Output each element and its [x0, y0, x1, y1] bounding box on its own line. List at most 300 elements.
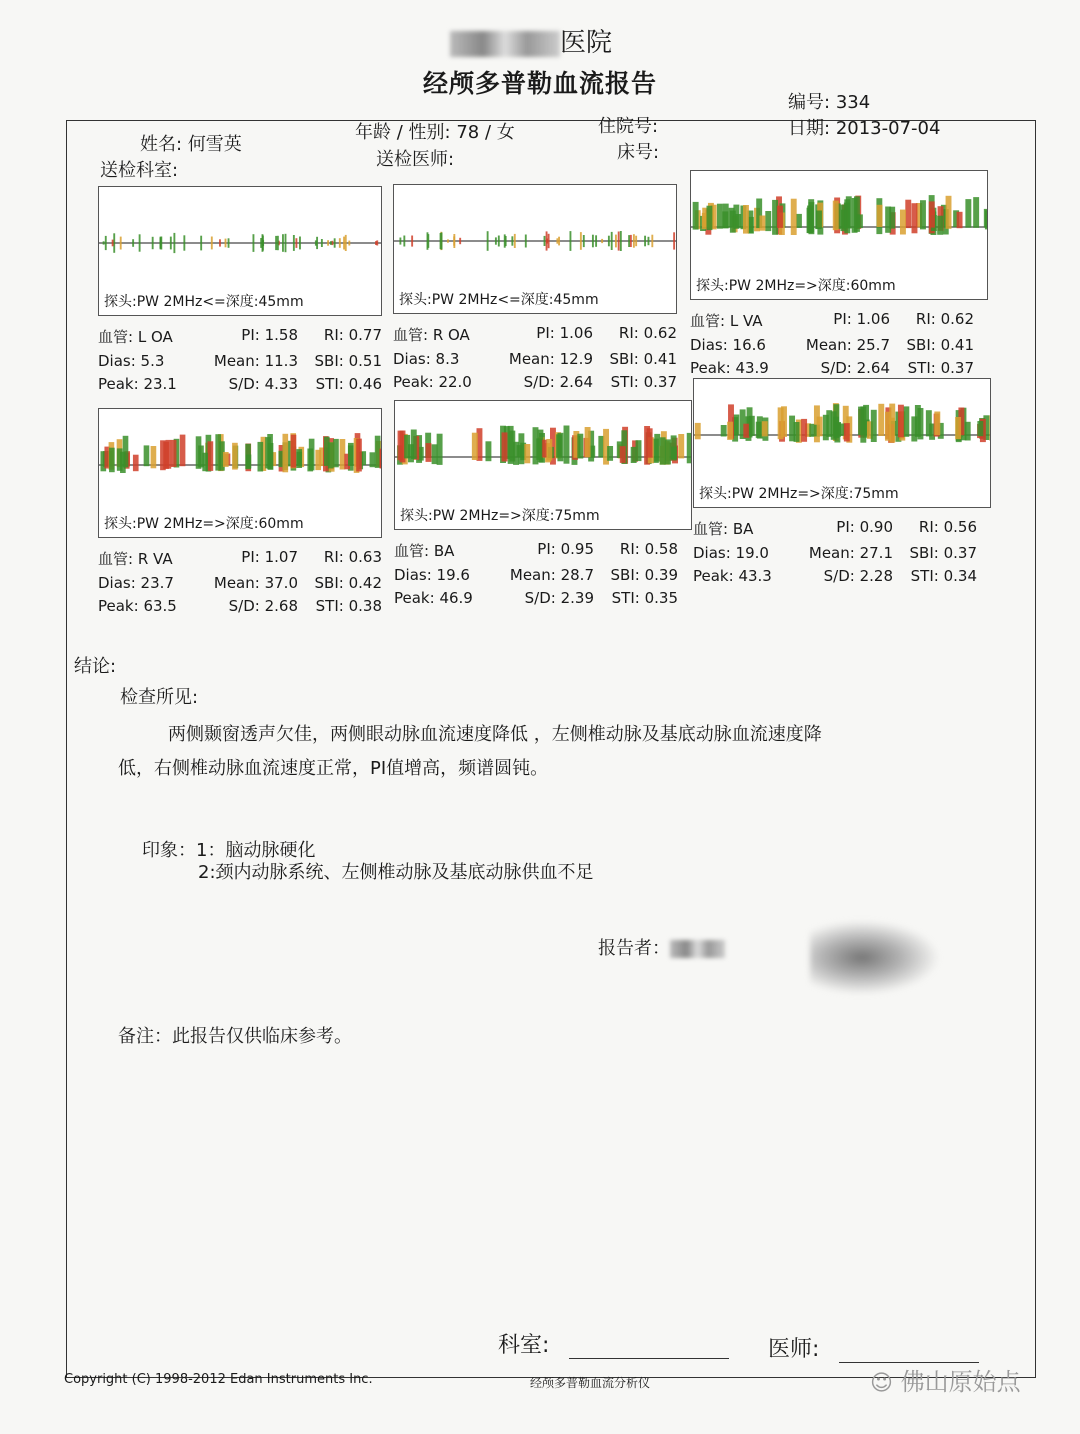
redacted-signature [810, 920, 940, 995]
metric-value: 0.62 [940, 310, 974, 328]
spectrum-mark [536, 438, 542, 460]
spectrum-mark [219, 239, 221, 246]
spectrum-mark [601, 239, 603, 243]
spectrum-mark [583, 235, 585, 247]
spectrum-mark [721, 425, 727, 437]
spectrum-mark [546, 231, 548, 250]
spectrum-mark [585, 427, 591, 457]
spectrum-mark [727, 422, 733, 440]
doppler-spectrum [99, 193, 381, 283]
metrics-grid [393, 324, 677, 391]
metric-sd [198, 375, 298, 393]
spectrum-mark [330, 241, 332, 245]
spectrum-display [394, 400, 692, 530]
metric-pi [198, 326, 298, 347]
footer-doctor [768, 1332, 979, 1363]
spectrum-mark [505, 236, 507, 246]
metric-label: Mean: [213, 352, 265, 370]
spectrum-mark [225, 239, 227, 248]
age-sex-value: 78 / 女 [456, 122, 515, 143]
spectrum-mark [285, 234, 287, 252]
spectrum-mark [196, 436, 202, 469]
metric-label: S/D: [523, 373, 560, 391]
spectrum-mark [977, 421, 983, 436]
metric-label: RI: [619, 540, 645, 558]
spectrum-mark [277, 236, 279, 250]
spectrum-mark [180, 435, 186, 467]
spectrum-mark [693, 202, 699, 230]
metric-label: Dias: [693, 544, 736, 562]
metric-value: 19.0 [735, 544, 769, 562]
metric-sti [890, 359, 974, 377]
footer-dept [498, 1328, 729, 1359]
wechat-icon: ☺ [870, 1371, 893, 1396]
findings-line-2: 低，右侧椎动脉血流速度正常，PI值增高，频谱圆钝。 [118, 758, 549, 779]
spectrum-mark [160, 440, 166, 470]
spectrum-mark [109, 448, 115, 473]
metric-label: SBI: [906, 336, 941, 354]
metric-value: 25.7 [856, 336, 890, 354]
metric-value: 63.5 [143, 597, 177, 615]
metric-mean [494, 566, 594, 584]
hospital-name [450, 22, 612, 59]
spectrum-mark [628, 235, 630, 247]
metric-label: SBI: [314, 574, 349, 592]
spectrum-mark [260, 238, 262, 248]
metric-value: 0.63 [348, 548, 382, 566]
metric-value: 0.41 [643, 350, 677, 368]
spectrum-mark [511, 236, 513, 245]
metric-label: S/D: [823, 567, 860, 585]
spectrum-mark [245, 444, 251, 469]
metric-label: Mean: [213, 574, 265, 592]
spectrum-mark [946, 196, 952, 229]
metric-label: S/D: [228, 597, 265, 615]
metric-sti [594, 589, 678, 607]
spectrum-mark [380, 450, 381, 469]
spectrum-mark [644, 236, 646, 247]
metric-label: STI: [315, 597, 349, 615]
spectrum-mark [345, 235, 347, 251]
metric-value: 2.64 [856, 359, 890, 377]
spectrum-mark [877, 205, 883, 227]
metric-value: 0.62 [643, 324, 677, 342]
metric-value: 16.6 [732, 336, 766, 354]
spectrum-mark [878, 404, 884, 436]
metric-mean [793, 544, 893, 562]
name-label: 姓名: [140, 134, 183, 155]
spectrum-mark [487, 231, 489, 251]
spectrum-mark [103, 241, 105, 244]
metric-mean [198, 352, 298, 370]
metric-label: Mean: [805, 336, 857, 354]
metric-label: Dias: [394, 566, 437, 584]
spectrum-mark [232, 443, 238, 470]
spectrum-mark [171, 440, 177, 467]
metrics-grid [98, 548, 382, 615]
spectrum-mark [558, 237, 560, 246]
spectrum-mark [253, 234, 255, 252]
metric-label: Dias: [98, 574, 141, 592]
dept-label: 送检科室: [100, 160, 179, 181]
probe-label: 探头:PW 2MHz<=深度:45mm [104, 294, 304, 310]
spectrum-mark [275, 236, 277, 250]
metric-vessel [693, 518, 793, 539]
metric-ri [594, 540, 678, 561]
spectrum-mark [660, 437, 666, 464]
metric-sbi [298, 352, 382, 370]
metric-peak [98, 597, 198, 615]
watermark-text: 佛山原始点 [900, 1368, 1021, 1396]
metric-value: 0.77 [348, 326, 382, 344]
metric-label: S/D: [820, 359, 857, 377]
metric-dias [394, 566, 494, 584]
spectrum-mark [569, 231, 571, 251]
metric-label: 血管: [690, 312, 730, 330]
metric-vessel [98, 326, 198, 347]
spectrum-mark [375, 241, 377, 245]
spectrum-mark [673, 232, 675, 249]
metric-ri [890, 310, 974, 331]
spectrum-mark [695, 423, 701, 439]
metrics-grid [690, 310, 988, 377]
metric-label: PI: [536, 324, 560, 342]
spectrum-mark [296, 449, 302, 468]
metric-vessel [394, 540, 494, 561]
spectrum-mark [735, 214, 741, 228]
spectrum-mark [398, 431, 404, 461]
metric-value: 4.33 [264, 375, 298, 393]
device-name: 经颅多普勒血流分析仪 [530, 1376, 651, 1390]
patient-name [140, 130, 242, 156]
metric-value: 46.9 [439, 589, 473, 607]
doppler-panel [98, 408, 382, 615]
spectrum-mark [139, 234, 141, 251]
metric-label: S/D: [524, 589, 561, 607]
spectrum-mark [282, 234, 284, 252]
metric-value: 8.3 [435, 350, 460, 368]
metric-sd [793, 567, 893, 585]
metric-vessel [393, 324, 493, 345]
metric-value: 43.3 [738, 567, 772, 585]
metric-value: 2.68 [264, 597, 298, 615]
spectrum-mark [889, 404, 895, 443]
metric-value: 1.06 [856, 310, 890, 328]
spectrum-mark [564, 426, 570, 464]
metric-label: RI: [323, 548, 349, 566]
spectrum-mark [577, 434, 583, 459]
metric-value: 43.9 [735, 359, 769, 377]
metric-label: 血管: [394, 542, 434, 560]
spectrum-mark [316, 237, 318, 249]
spectrum-mark [321, 239, 323, 247]
metric-label: Mean: [508, 350, 560, 368]
spectrum-mark [817, 417, 823, 437]
spectrum-mark [733, 415, 739, 436]
spectrum-mark [447, 239, 449, 242]
metric-value: 0.37 [943, 544, 977, 562]
spectrum-mark [120, 237, 122, 250]
spectrum-mark [524, 444, 530, 463]
spectrum-display [98, 408, 382, 538]
footer-doctor-label: 医师: [768, 1337, 820, 1362]
copyright: Copyright (C) 1998-2012 Edan Instruments Inc. [64, 1372, 373, 1387]
spectrum-mark [211, 237, 213, 250]
spectrum-mark [544, 236, 546, 246]
spectrum-mark [453, 236, 455, 245]
spectrum-mark [759, 216, 765, 231]
metric-value: 0.37 [940, 359, 974, 377]
metric-value: 19.6 [436, 566, 470, 584]
metric-sbi [298, 574, 382, 592]
spectrum-mark [160, 237, 162, 250]
doppler-panel [98, 186, 382, 393]
metric-value: R OA [432, 326, 470, 344]
metric-label: Peak: [693, 567, 739, 585]
spectrum-mark [144, 445, 150, 466]
metric-dias [393, 350, 493, 368]
spectrum-mark [343, 237, 345, 250]
metrics-grid [98, 326, 382, 393]
admission-label: 住院号: [598, 116, 659, 137]
metric-label: Dias: [393, 350, 436, 368]
metric-value: 0.38 [348, 597, 382, 615]
metric-value: BA [732, 520, 754, 538]
spectrum-mark [871, 410, 877, 442]
spectrum-mark [615, 235, 617, 248]
metric-label: Mean: [808, 544, 860, 562]
metric-label: Peak: [394, 589, 440, 607]
doppler-spectrum [99, 415, 381, 505]
metric-sd [790, 359, 890, 377]
metric-dias [98, 574, 198, 592]
metric-sti [298, 375, 382, 393]
spectrum-mark [327, 240, 329, 246]
spectrum-mark [200, 236, 202, 251]
spectrum-mark [889, 207, 895, 229]
metric-label: Peak: [98, 597, 144, 615]
metric-value: 2.28 [859, 567, 893, 585]
impression-1-text: 1：脑动脉硬化 [196, 840, 316, 861]
spectrum-mark [437, 434, 443, 465]
metric-peak [693, 567, 793, 585]
date-value: 2013-07-04 [835, 118, 941, 139]
metric-label: PI: [836, 518, 860, 536]
metric-dias [693, 544, 793, 562]
spectrum-mark [120, 452, 126, 473]
spectrum-mark [105, 236, 107, 250]
metric-value: 0.34 [943, 567, 977, 585]
spectrum-mark [989, 415, 990, 440]
spectrum-mark [495, 237, 497, 244]
spectrum-mark [765, 211, 771, 231]
spectrum-mark [411, 236, 413, 247]
spectrum-mark [399, 238, 401, 245]
spectrum-mark [743, 424, 749, 438]
spectrum-mark [333, 439, 339, 467]
metric-label: STI: [907, 359, 941, 377]
spectrum-mark [556, 238, 558, 243]
spectrum-mark [257, 442, 263, 472]
spectrum-mark [208, 441, 214, 471]
note: 备注：此报告仅供临床参考。 [118, 1026, 352, 1047]
age-sex [355, 118, 515, 144]
probe-label: 探头:PW 2MHz=>深度:60mm [696, 278, 896, 294]
metric-mean [790, 336, 890, 354]
spectrum-mark [432, 444, 438, 464]
metric-value: 22.0 [438, 373, 472, 391]
spectrum-mark [183, 235, 185, 250]
metric-label: STI: [610, 373, 644, 391]
metric-label: Peak: [690, 359, 736, 377]
metric-sd [198, 597, 298, 615]
spectrum-mark [794, 422, 800, 442]
metric-vessel [690, 310, 790, 331]
spectrum-mark [781, 406, 787, 437]
spectrum-mark [293, 235, 295, 251]
metric-label: 血管: [393, 326, 433, 344]
spectrum-mark [620, 446, 626, 463]
spectrum-mark [618, 232, 620, 251]
spectrum-mark [425, 443, 431, 462]
bed-label: 床号: [617, 142, 660, 163]
metric-value: 0.56 [943, 518, 977, 536]
spectrum-mark [900, 210, 906, 235]
spectrum-mark [651, 235, 653, 248]
spectrum-mark [328, 442, 334, 468]
dept-signature-line [569, 1358, 729, 1359]
spectrum-mark [546, 439, 552, 461]
spectrum-mark [937, 216, 943, 235]
report-date [788, 114, 940, 140]
spectrum-mark [762, 421, 768, 436]
spectrum-mark [592, 235, 594, 248]
spectrum-mark [132, 239, 134, 247]
spectrum-mark [648, 237, 650, 245]
spectrum-mark [957, 212, 963, 228]
spectrum-mark [370, 452, 376, 467]
spectrum-mark [459, 238, 461, 244]
impression-2: 2:颈内动脉系统、左侧椎动脉及基底动脉供血不足 [198, 862, 594, 883]
spectrum-mark [268, 443, 274, 470]
doppler-spectrum [694, 385, 990, 475]
spectrum-mark [282, 434, 288, 473]
metric-value: 1.58 [264, 326, 298, 344]
reporter-label: 报告者： [598, 938, 670, 959]
spectrum-display [690, 170, 988, 300]
spectrum-mark [911, 416, 917, 441]
findings-label: 检查所见: [120, 687, 199, 708]
spectrum-mark [580, 232, 582, 250]
spectrum-mark [801, 419, 807, 442]
spectrum-display [693, 378, 991, 508]
metric-pi [793, 518, 893, 539]
age-sex-label: 年龄 / 性别: [355, 122, 451, 143]
metric-label: SBI: [609, 350, 644, 368]
spectrum-mark [339, 238, 341, 248]
spectrum-mark [514, 234, 516, 248]
metrics-grid [394, 540, 692, 607]
metric-label: PI: [833, 310, 857, 328]
spectrum-mark [334, 238, 336, 247]
metric-value: 0.58 [644, 540, 678, 558]
spectrum-mark [647, 428, 653, 457]
spectrum-mark [223, 452, 229, 467]
spectrum-mark [633, 234, 635, 248]
doppler-spectrum [691, 177, 987, 267]
metric-label: S/D: [228, 375, 265, 393]
metric-sbi [594, 566, 678, 584]
spectrum-mark [920, 200, 926, 229]
spectrum-mark [635, 236, 637, 247]
spectrum-mark [299, 237, 301, 250]
spectrum-mark [654, 434, 660, 462]
report-title: 经颅多普勒血流报告 [422, 69, 657, 98]
metric-sti [298, 597, 382, 615]
spectrum-mark [743, 205, 749, 234]
metric-label: RI: [323, 326, 349, 344]
spectrum-mark [620, 231, 622, 251]
spectrum-mark [518, 433, 524, 464]
spectrum-mark [717, 204, 723, 229]
metric-label: PI: [241, 326, 265, 344]
metric-value: 23.1 [143, 375, 177, 393]
doppler-panel [394, 400, 692, 607]
spectrum-mark [502, 432, 508, 461]
metric-label: Peak: [393, 373, 439, 391]
metric-value: 0.51 [348, 352, 382, 370]
spectrum-mark [777, 206, 783, 228]
spectrum-mark [833, 201, 839, 231]
spectrum-mark [791, 199, 797, 235]
metric-mean [493, 350, 593, 368]
spectrum-display [98, 186, 382, 316]
spectrum-mark [636, 440, 642, 461]
spectrum-mark [973, 197, 979, 228]
metrics-grid [693, 518, 991, 585]
number-value: 334 [835, 92, 871, 113]
spectrum-mark [898, 405, 904, 438]
metric-ri [593, 324, 677, 345]
spectrum-mark [903, 406, 909, 436]
spectrum-mark [427, 234, 429, 248]
spectrum-mark [955, 417, 961, 439]
spectrum-mark [295, 238, 297, 248]
spectrum-mark [228, 238, 230, 248]
spectrum-mark [826, 410, 832, 437]
metric-value: 0.37 [643, 373, 677, 391]
doppler-panel [393, 184, 677, 391]
footer-dept-label: 科室: [498, 1333, 550, 1358]
spectrum-mark [687, 433, 691, 463]
metric-label: Mean: [509, 566, 561, 584]
spectrum-mark [926, 410, 932, 436]
metric-value: R VA [137, 550, 173, 568]
metric-value: 11.3 [264, 352, 298, 370]
spectrum-mark [595, 235, 597, 247]
spectrum-mark [508, 426, 514, 464]
metric-value: 0.41 [940, 336, 974, 354]
spectrum-mark [671, 447, 677, 461]
metric-value: BA [433, 542, 455, 560]
spectrum-mark [112, 240, 114, 247]
spectrum-mark [215, 434, 221, 470]
metric-dias [98, 352, 198, 370]
probe-label: 探头:PW 2MHz=>深度:60mm [104, 516, 304, 532]
spectrum-mark [985, 210, 987, 229]
metric-ri [298, 326, 382, 347]
metric-vessel [98, 548, 198, 569]
